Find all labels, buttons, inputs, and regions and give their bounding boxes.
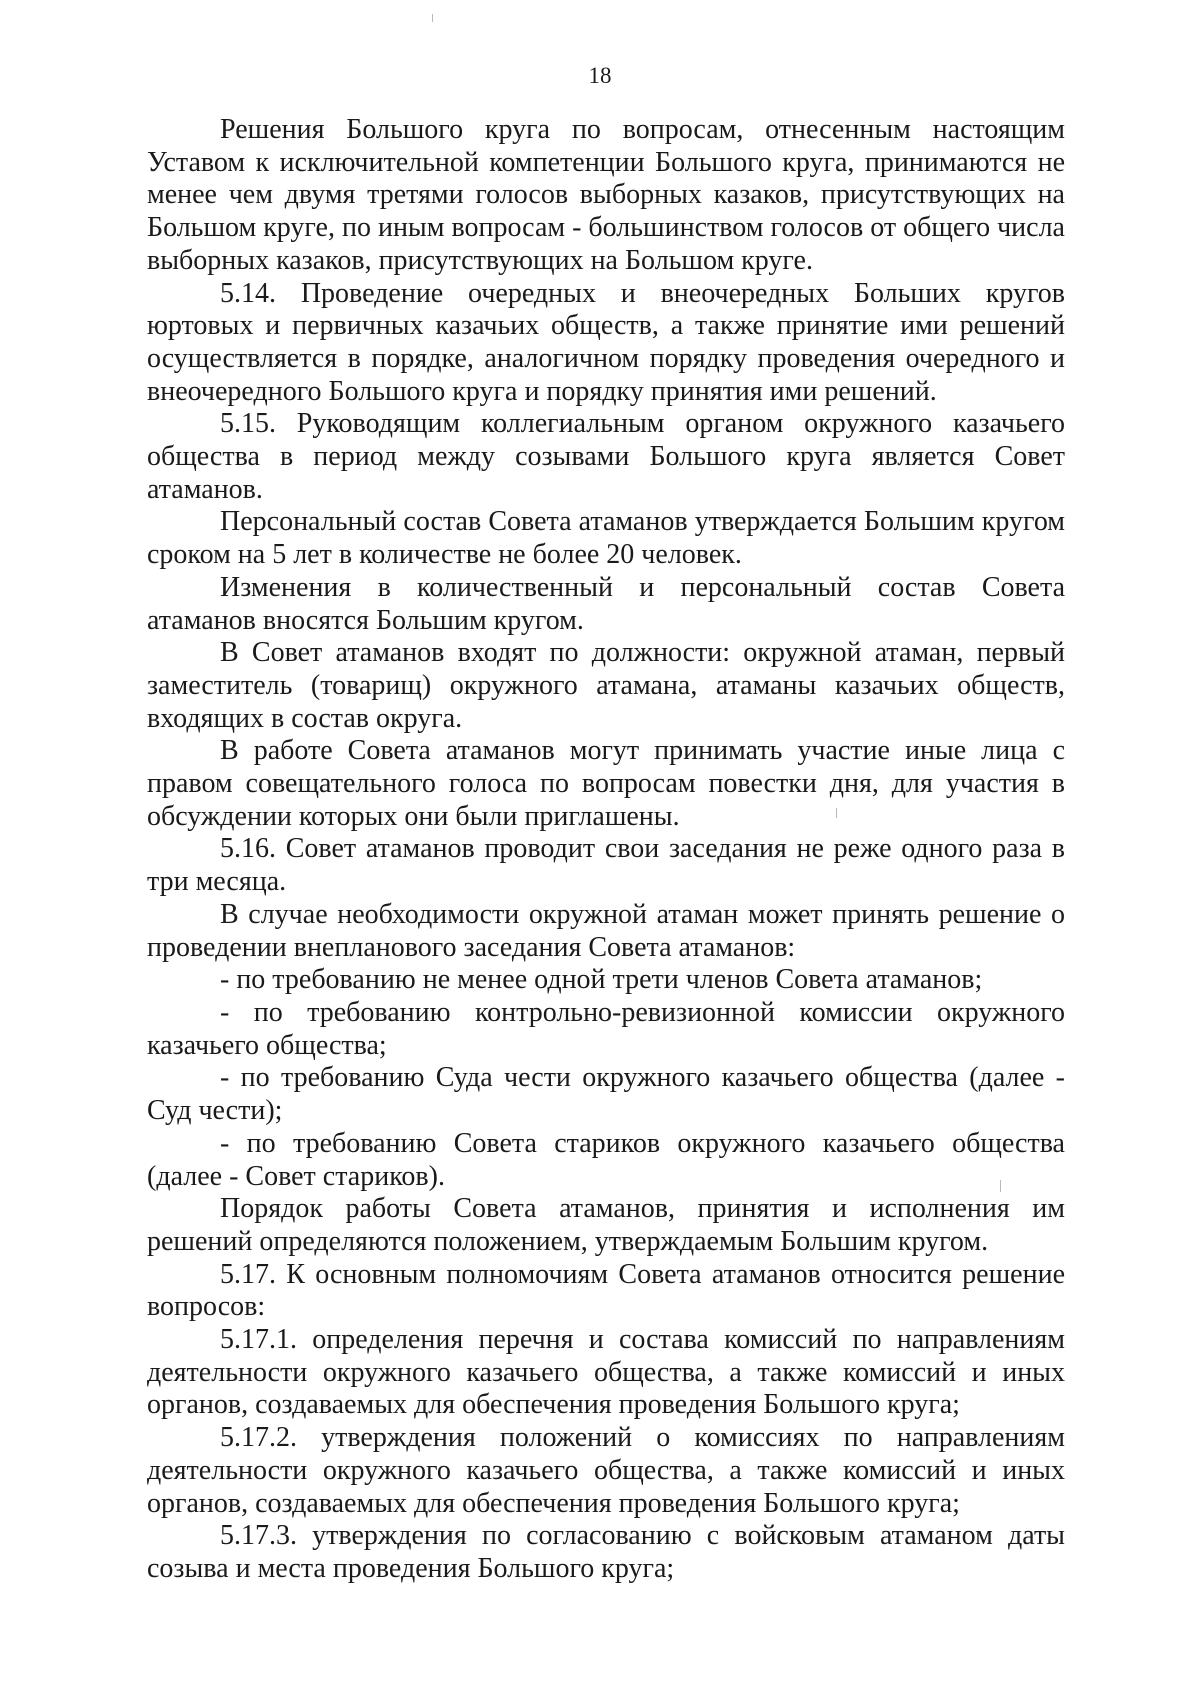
paragraph-5-17-1: 5.17.1. определения перечня и состава комиссий по направлениям деятельности окружного казачьего общества, а также комиссий и иных органов, создаваемых для обеспечения проведения Большого круга; [147, 1324, 1065, 1421]
list-item-audit-commission: - по требованию контрольно-ревизионной комиссии окружного казачьего общества; [147, 996, 1065, 1061]
paragraph-ex-officio-members: В Совет атаманов входят по должности: окружной атаман, первый заместитель (товарищ) окружного атамана, атаманы казачьих обществ, входящих в состав округа. [147, 637, 1065, 734]
document-body [147, 114, 1065, 1586]
list-item-one-third-members: - по требованию не менее одной трети членов Совета атаманов; [220, 964, 983, 996]
list-item-court-of-honor: - по требованию Суда чести окружного казачьего общества (далее - Суд чести); [147, 1062, 1065, 1127]
paragraph-5-16: 5.16. Совет атаманов проводит свои заседания не реже одного раза в три месяца. [147, 833, 1065, 898]
paragraph-5-17-3: 5.17.3. утверждения по согласованию с войсковым атаманом даты созыва и места проведения Большого круга; [147, 1520, 1065, 1584]
paragraph-5-17: 5.17. К основным полномочиям Совета атаманов относится решение вопросов: [147, 1258, 1065, 1323]
page-number: 18 [588, 63, 612, 88]
scan-mark [432, 14, 433, 22]
paragraph-decisions: Решения Большого круга по вопросам, отнесенным настоящим Уставом к исключительной компетенции Большого круга, принимаются не менее чем двумя третями голосов выборных казаков, присутствующих на Большом круге, по иным вопросам - большинством голосов от общего числа выборных казаков, присутствующих на Большом круге. [147, 114, 1065, 276]
paragraph-5-17-2: 5.17.2. утверждения положений о комиссиях по направлениям деятельности окружного казачьего общества, а также комиссий и иных органов, создаваемых для обеспечения проведения Большого круга; [147, 1422, 1065, 1519]
list-item-council-of-elders: - по требованию Совета стариков окружного казачьего общества (далее - Совет стариков). [147, 1127, 1065, 1192]
paragraph-work-procedure: Порядок работы Совета атаманов, принятия и исполнения им решений определяются положением, утверждаемым Большим кругом. [147, 1193, 1065, 1257]
paragraph-5-15: 5.15. Руководящим коллегиальным органом окружного казачьего общества в период между созывами Большого круга является Совет атаманов. [147, 408, 1065, 505]
paragraph-extraordinary-meeting: В случае необходимости окружной атаман может принять решение о проведении внепланового заседания Совета атаманов: [147, 898, 1065, 963]
paragraph-composition-changes: Изменения в количественный и персональный состав Совета атаманов вносятся Большим кругом. [147, 571, 1065, 636]
paragraph-council-composition: Персональный состав Совета атаманов утверждается Большим кругом сроком на 5 лет в количестве не более 20 человек. [147, 506, 1065, 571]
paragraph-5-14: 5.14. Проведение очередных и внеочередных Больших кругов юртовых и первичных казачьих обществ, а также принятие ими решений осуществляется в порядке, аналогичном порядку проведения очередного и внеочередного Большого круга и порядку принятия ими решений. [147, 277, 1065, 407]
paragraph-advisory-participants: В работе Совета атаманов могут принимать участие иные лица с правом совещательного голоса по вопросам повестки дня, для участия в обсуждении которых они были приглашены. [147, 735, 1065, 832]
